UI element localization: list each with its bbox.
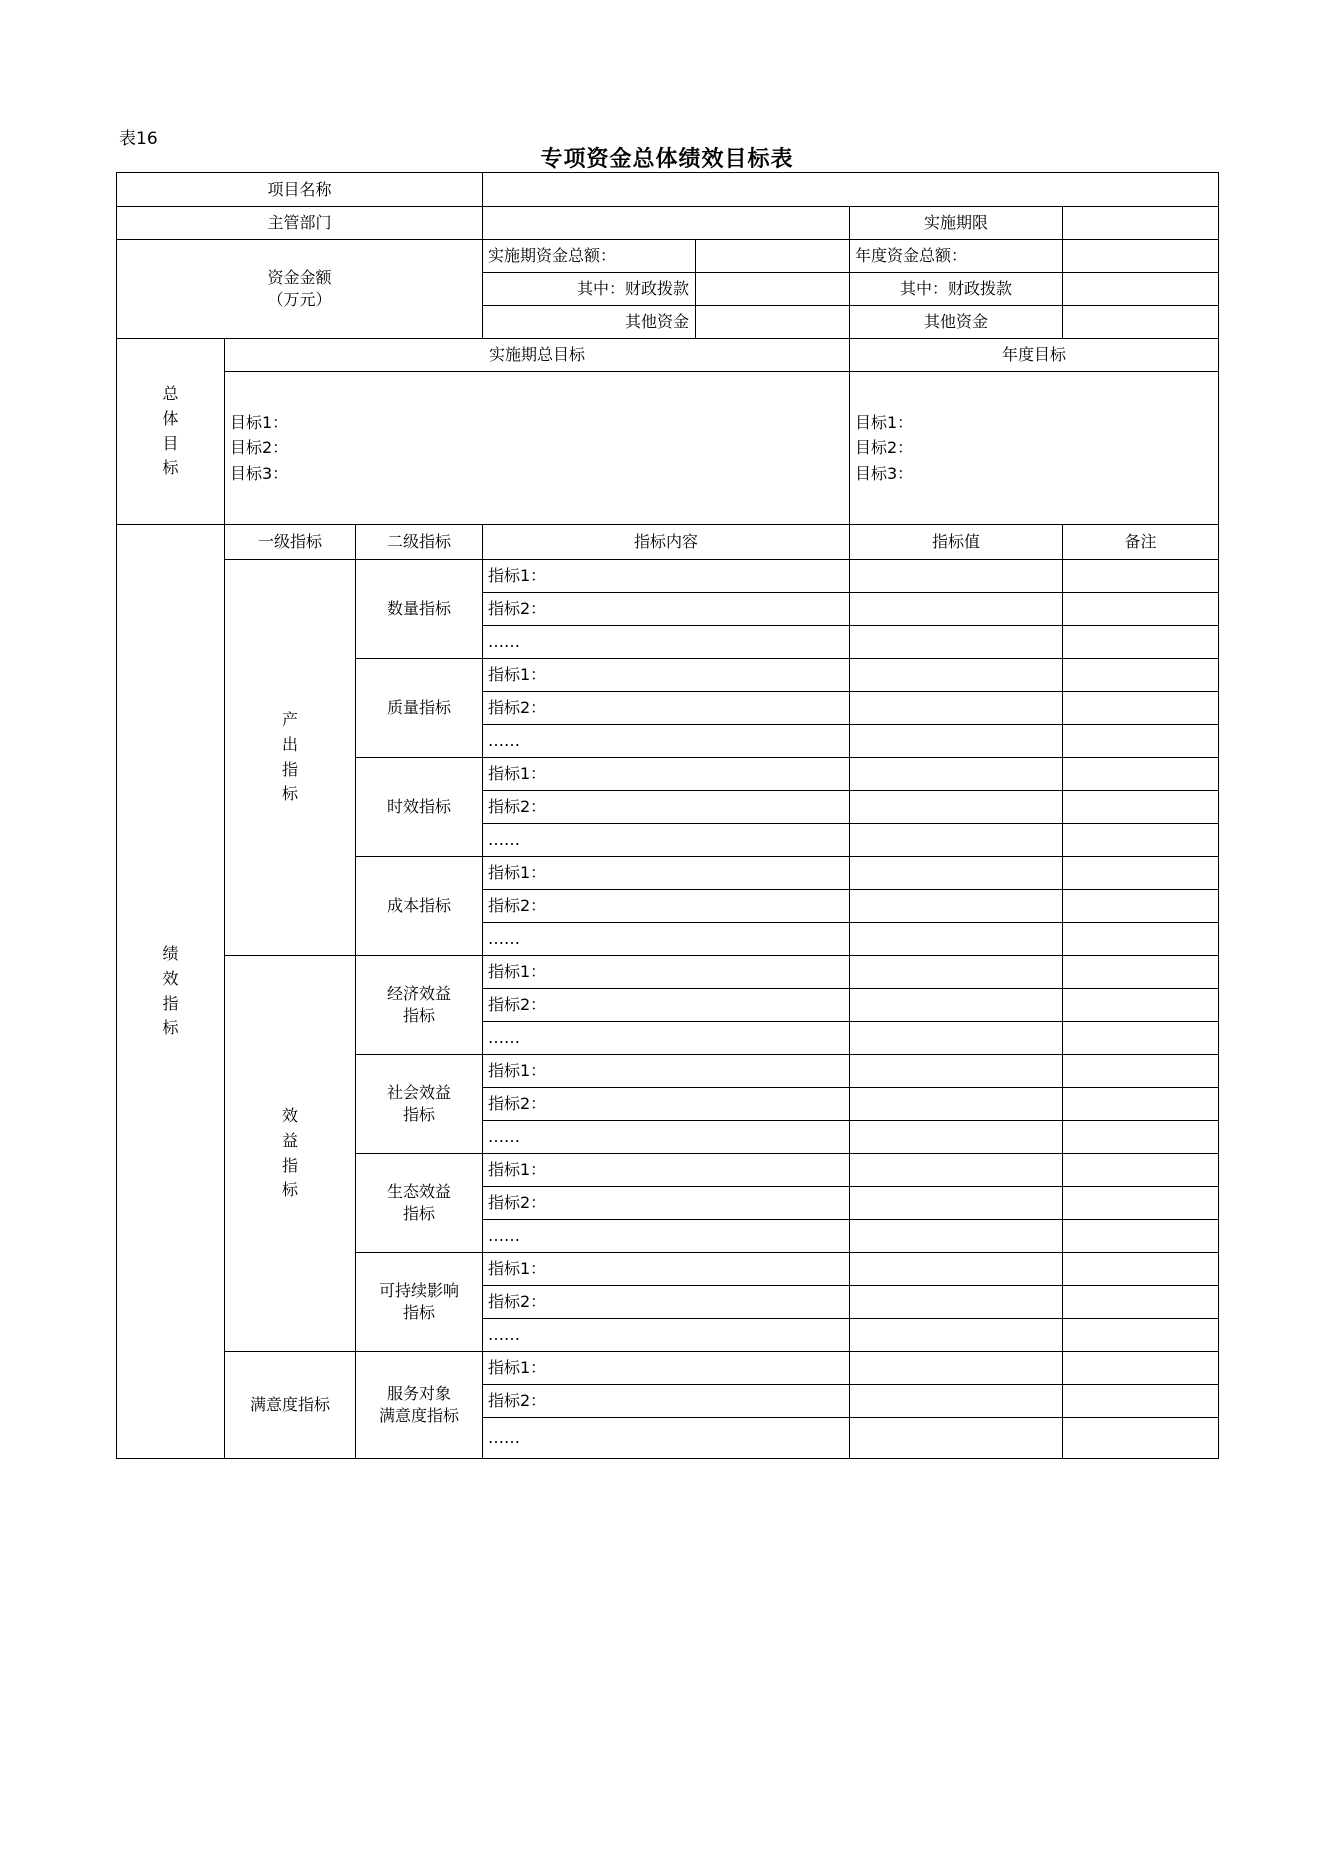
output-indicators-label: 产出指标 <box>281 709 298 804</box>
col-content-header: 指标内容 <box>483 525 850 560</box>
note-cell[interactable] <box>1063 1220 1219 1253</box>
col-value-header: 指标值 <box>850 525 1063 560</box>
note-cell[interactable] <box>1063 560 1219 593</box>
note-cell[interactable] <box>1063 1418 1219 1459</box>
note-cell[interactable] <box>1063 725 1219 758</box>
project-name-label: 项目名称 <box>117 173 483 207</box>
indicator-value-cell[interactable] <box>850 824 1063 857</box>
period-label: 实施期限 <box>850 207 1063 240</box>
indicator-value-cell[interactable] <box>850 956 1063 989</box>
note-cell[interactable] <box>1063 791 1219 824</box>
col-level2-header: 二级指标 <box>356 525 483 560</box>
ecological-label-line2: 指标 <box>402 1204 435 1223</box>
note-cell[interactable] <box>1063 1385 1219 1418</box>
social-indicator-label <box>356 1055 483 1154</box>
ecological-label-line1: 生态效益 <box>386 1182 451 1202</box>
indicator-value-cell[interactable] <box>850 791 1063 824</box>
indicator-value-cell[interactable] <box>850 1220 1063 1253</box>
note-cell[interactable] <box>1063 1088 1219 1121</box>
indicator-value-cell[interactable] <box>850 1385 1063 1418</box>
note-cell[interactable] <box>1063 626 1219 659</box>
annual-goal-header: 年度目标 <box>850 339 1219 372</box>
indicator-value-cell[interactable] <box>850 890 1063 923</box>
period-total-value[interactable] <box>696 240 850 273</box>
indicator-value-cell[interactable] <box>850 1121 1063 1154</box>
note-cell[interactable] <box>1063 956 1219 989</box>
service-label-line2: 满意度指标 <box>378 1406 459 1425</box>
benefit-indicators-label: 效益指标 <box>281 1105 298 1200</box>
table-number: 表16 <box>119 129 158 149</box>
table-row[interactable]: 指标1： <box>483 956 850 989</box>
period-total-label: 实施期资金总额： <box>483 240 696 273</box>
annual-other-value[interactable] <box>1063 306 1219 339</box>
table-row[interactable]: 指标2： <box>483 1286 850 1319</box>
overall-goals-label: 总体目标 <box>162 383 179 478</box>
note-cell[interactable] <box>1063 1286 1219 1319</box>
table-row[interactable]: …… <box>483 1121 850 1154</box>
table-row[interactable]: 指标2： <box>483 989 850 1022</box>
annual-fiscal-label: 其中：财政拨款 <box>850 273 1063 306</box>
satisfaction-indicators-label: 满意度指标 <box>225 1352 356 1459</box>
indicator-value-cell[interactable] <box>850 1319 1063 1352</box>
economic-indicator-label <box>356 956 483 1055</box>
sustainable-label-line2: 指标 <box>402 1303 435 1322</box>
indicator-value-cell[interactable] <box>850 1187 1063 1220</box>
department-label: 主管部门 <box>117 207 483 240</box>
indicator-value-cell[interactable] <box>850 1154 1063 1187</box>
note-cell[interactable] <box>1063 692 1219 725</box>
table-row[interactable]: 指标1： <box>483 560 850 593</box>
project-name-value[interactable] <box>483 173 1219 207</box>
economic-label-line1: 经济效益 <box>386 984 451 1004</box>
note-cell[interactable] <box>1063 989 1219 1022</box>
period-other-value[interactable] <box>696 306 850 339</box>
table-row[interactable]: 指标1： <box>483 1253 850 1286</box>
indicator-value-cell[interactable] <box>850 1418 1063 1459</box>
period-fiscal-value[interactable] <box>696 273 850 306</box>
annual-goals-cell[interactable] <box>850 372 1219 525</box>
table-row[interactable]: 指标2： <box>483 1088 850 1121</box>
annual-total-value[interactable] <box>1063 240 1219 273</box>
indicator-value-cell[interactable] <box>850 1352 1063 1385</box>
table-row[interactable]: 指标2： <box>483 791 850 824</box>
note-cell[interactable] <box>1063 890 1219 923</box>
indicator-value-cell[interactable] <box>850 1022 1063 1055</box>
note-cell[interactable] <box>1063 923 1219 956</box>
table-row[interactable]: …… <box>483 1319 850 1352</box>
table-row[interactable]: 指标2： <box>483 593 850 626</box>
indicator-value-cell[interactable] <box>850 1286 1063 1319</box>
quantity-indicator-label: 数量指标 <box>356 560 483 659</box>
table-row[interactable]: 指标2： <box>483 1385 850 1418</box>
table-row[interactable]: …… <box>483 725 850 758</box>
indicators-label: 绩效指标 <box>162 943 179 1038</box>
ecological-indicator-label <box>356 1154 483 1253</box>
period-value[interactable] <box>1063 207 1219 240</box>
quality-indicator-label: 质量指标 <box>356 659 483 758</box>
funds-label <box>117 240 483 339</box>
department-value[interactable] <box>483 207 850 240</box>
table-row[interactable]: …… <box>483 1220 850 1253</box>
indicator-value-cell[interactable] <box>850 1253 1063 1286</box>
table-row[interactable]: 指标1： <box>483 758 850 791</box>
annual-goal-2: 目标2： <box>855 438 914 458</box>
table-row[interactable]: …… <box>483 824 850 857</box>
indicator-value-cell[interactable] <box>850 593 1063 626</box>
note-cell[interactable] <box>1063 1319 1219 1352</box>
output-indicators-cell <box>225 560 356 956</box>
table-row[interactable]: 指标1： <box>483 659 850 692</box>
service-label-line1: 服务对象 <box>386 1384 451 1404</box>
period-goal-header: 实施期总目标 <box>225 339 850 372</box>
indicator-value-cell[interactable] <box>850 857 1063 890</box>
annual-other-label: 其他资金 <box>850 306 1063 339</box>
service-satisfaction-label <box>356 1352 483 1459</box>
indicator-value-cell[interactable] <box>850 725 1063 758</box>
indicator-value-cell[interactable] <box>850 923 1063 956</box>
note-cell[interactable] <box>1063 593 1219 626</box>
period-goal-3: 目标3： <box>230 463 289 483</box>
indicator-value-cell[interactable] <box>850 989 1063 1022</box>
note-cell[interactable] <box>1063 1022 1219 1055</box>
table-row[interactable]: …… <box>483 1418 850 1459</box>
indicator-value-cell[interactable] <box>850 1088 1063 1121</box>
timeliness-indicator-label: 时效指标 <box>356 758 483 857</box>
economic-label-line2: 指标 <box>402 1006 435 1025</box>
period-other-label: 其他资金 <box>483 306 696 339</box>
annual-goal-1: 目标1： <box>855 412 914 432</box>
social-label-line1: 社会效益 <box>386 1083 451 1103</box>
performance-target-table <box>116 172 1219 1459</box>
benefit-indicators-cell <box>225 956 356 1352</box>
table-row[interactable]: …… <box>483 1022 850 1055</box>
note-cell[interactable] <box>1063 857 1219 890</box>
indicator-value-cell[interactable] <box>850 692 1063 725</box>
note-cell[interactable] <box>1063 1055 1219 1088</box>
period-goals-cell[interactable] <box>225 372 850 525</box>
table-row[interactable]: 指标2： <box>483 1187 850 1220</box>
table-row[interactable]: 指标1： <box>483 1154 850 1187</box>
table-row[interactable]: 指标1： <box>483 857 850 890</box>
cost-indicator-label: 成本指标 <box>356 857 483 956</box>
table-row[interactable]: …… <box>483 626 850 659</box>
note-cell[interactable] <box>1063 1187 1219 1220</box>
table-row[interactable]: 指标2： <box>483 692 850 725</box>
indicator-value-cell[interactable] <box>850 626 1063 659</box>
funds-label-line1: 资金金额 <box>267 268 332 288</box>
table-row[interactable]: …… <box>483 923 850 956</box>
table-row[interactable]: 指标1： <box>483 1352 850 1385</box>
indicator-value-cell[interactable] <box>850 560 1063 593</box>
sustainable-label-line1: 可持续影响 <box>378 1281 459 1301</box>
funds-label-line2: （万元） <box>267 290 332 309</box>
period-fiscal-label: 其中：财政拨款 <box>483 273 696 306</box>
note-cell[interactable] <box>1063 1253 1219 1286</box>
note-cell[interactable] <box>1063 659 1219 692</box>
annual-goal-3: 目标3： <box>855 463 914 483</box>
period-goal-1: 目标1： <box>230 412 289 432</box>
sustainable-indicator-label <box>356 1253 483 1352</box>
indicator-value-cell[interactable] <box>850 758 1063 791</box>
indicators-section <box>117 525 225 1459</box>
social-label-line2: 指标 <box>402 1105 435 1124</box>
note-cell[interactable] <box>1063 1121 1219 1154</box>
annual-total-label: 年度资金总额： <box>850 240 1063 273</box>
col-level1-header: 一级指标 <box>225 525 356 560</box>
overall-goals-section <box>117 339 225 525</box>
page-title: 专项资金总体绩效目标表 <box>540 147 794 172</box>
period-goal-2: 目标2： <box>230 438 289 458</box>
col-note-header: 备注 <box>1063 525 1219 560</box>
note-cell[interactable] <box>1063 824 1219 857</box>
table-row[interactable]: 指标2： <box>483 890 850 923</box>
indicator-value-cell[interactable] <box>850 1055 1063 1088</box>
note-cell[interactable] <box>1063 758 1219 791</box>
note-cell[interactable] <box>1063 1352 1219 1385</box>
annual-fiscal-value[interactable] <box>1063 273 1219 306</box>
table-row[interactable]: 指标1： <box>483 1055 850 1088</box>
indicator-value-cell[interactable] <box>850 659 1063 692</box>
note-cell[interactable] <box>1063 1154 1219 1187</box>
